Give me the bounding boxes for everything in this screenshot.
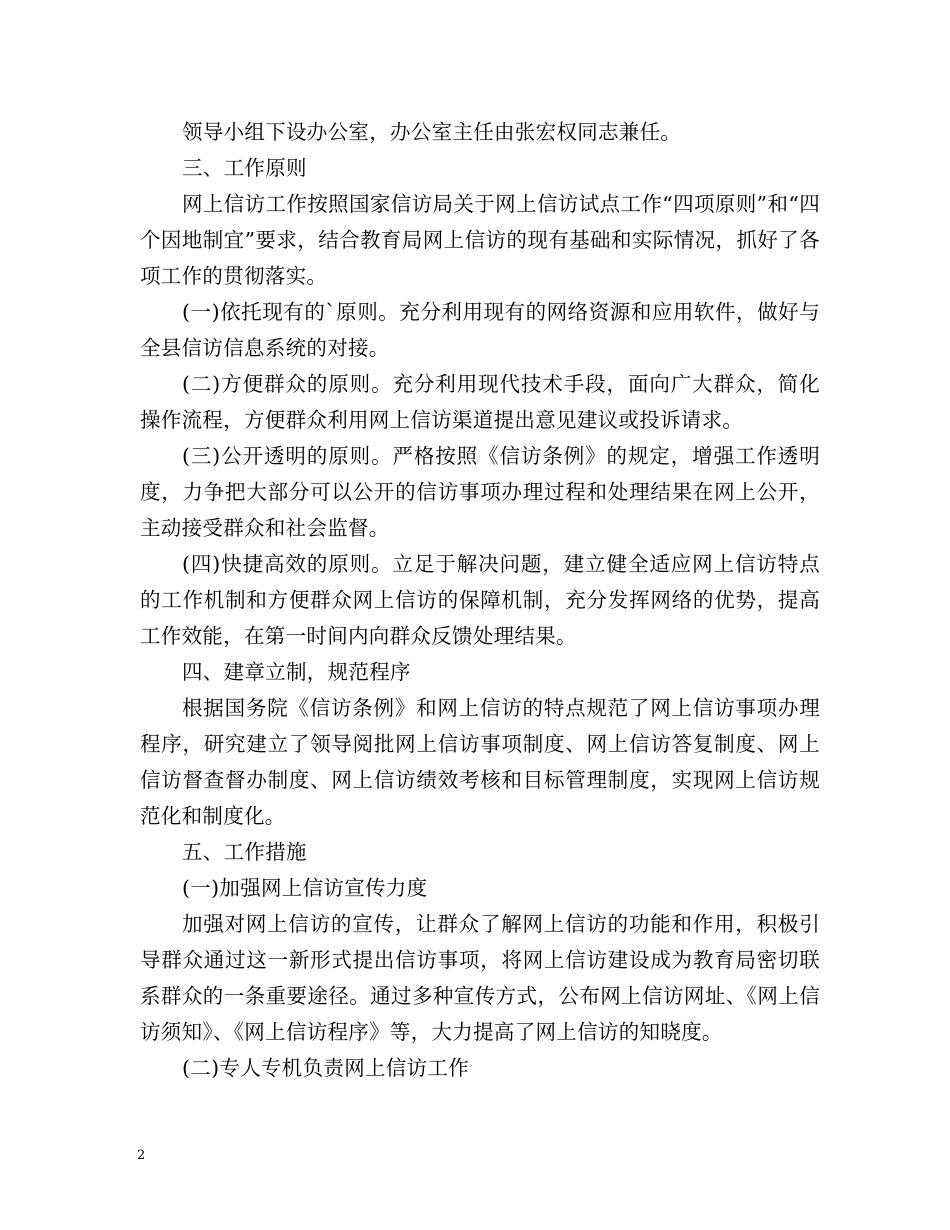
subheading-publicity: (一)加强网上信访宣传力度 xyxy=(182,876,428,900)
paragraph-principles-intro: 网上信访工作按照国家信访局关于网上信访试点工作“四项原则”和“四个因地制宜”要求，结合教育局网上信访的现有基础和实际情况，抓好了各项工作的贯彻落实。 xyxy=(140,192,820,288)
paragraph-principle-4: (四)快捷高效的原则。立足于解决问题，建立健全适应网上信访特点的工作机制和方便群众网上信访的保障机制，充分发挥网络的优势，提高工作效能，在第一时间内向群众反馈处理结果。 xyxy=(140,552,820,648)
paragraph-principle-1: (一)依托现有的`原则。充分利用现有的网络资源和应用软件，做好与全县信访信息系统的对接。 xyxy=(140,300,820,360)
section-heading-work-principles: 三、工作原则 xyxy=(182,156,307,180)
document-body xyxy=(140,114,820,1086)
paragraph-regulations: 根据国务院《信访条例》和网上信访的特点规范了网上信访事项办理程序，研究建立了领导阅批网上信访事项制度、网上信访答复制度、网上信访督查督办制度、网上信访绩效考核和目标管理制度，实现网上信访规范化和制度化。 xyxy=(140,696,820,828)
paragraph-principle-2: (二)方便群众的原则。充分利用现代技术手段，面向广大群众，简化操作流程，方便群众利用网上信访渠道提出意见建议或投诉请求。 xyxy=(140,372,820,432)
section-heading-regulations: 四、建章立制，规范程序 xyxy=(182,660,411,684)
paragraph-publicity: 加强对网上信访的宣传，让群众了解网上信访的功能和作用，积极引导群众通过这一新形式提出信访事项，将网上信访建设成为教育局密切联系群众的一条重要途径。通过多种宣传方式，公布网上信访网址、《网上信访须知》、《网上信访程序》等，大力提高了网上信访的知晓度。 xyxy=(140,912,820,1044)
paragraph-principle-3: (三)公开透明的原则。严格按照《信访条例》的规定，增强工作透明度，力争把大部分可以公开的信访事项办理过程和处理结果在网上公开，主动接受群众和社会监督。 xyxy=(140,444,820,540)
paragraph-office-setup: 领导小组下设办公室，办公室主任由张宏权同志兼任。 xyxy=(182,120,682,144)
subheading-dedicated-staff: (二)专人专机负责网上信访工作 xyxy=(182,1056,469,1080)
section-heading-work-measures: 五、工作措施 xyxy=(182,840,307,864)
page-number: 2 xyxy=(137,1148,146,1163)
